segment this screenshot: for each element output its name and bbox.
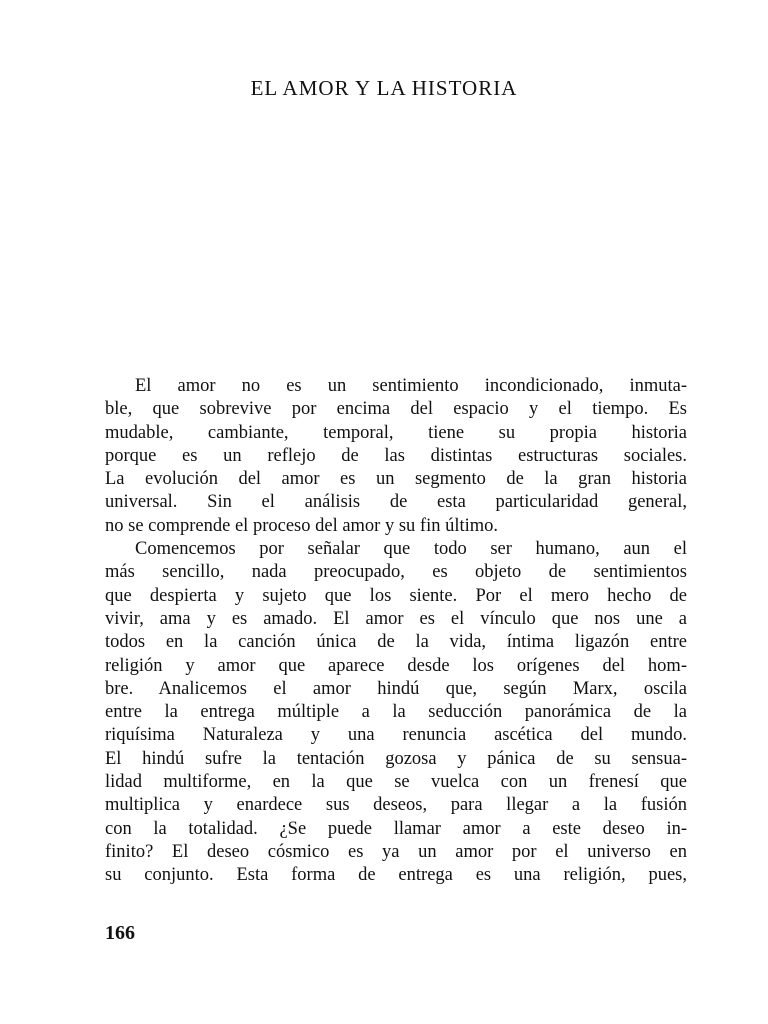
- text-line: mudable, cambiante, temporal, tiene su propia historia: [105, 422, 687, 443]
- text-line: multiplica y enardece sus deseos, para llegar a la fusión: [105, 795, 687, 816]
- text-line: todos en la canción única de la vida, íntima ligazón entre: [105, 632, 687, 653]
- text-line: porque es un reflejo de las distintas estructuras sociales.: [105, 445, 687, 466]
- text-line: vivir, ama y es amado. El amor es el vínculo que nos une a: [105, 608, 687, 629]
- text-line: entre la entrega múltiple a la seducción panorámica de la: [105, 702, 687, 723]
- text-line: Comencemos por señalar que todo ser humano, aun el: [135, 539, 687, 560]
- text-line: ble, que sobrevive por encima del espacio y el tiempo. Es: [105, 399, 687, 420]
- page-number: 166: [105, 922, 135, 944]
- text-line: religión y amor que aparece desde los orígenes del hom-: [105, 655, 687, 676]
- text-line: con la totalidad. ¿Se puede llamar amor a este deseo in-: [105, 818, 687, 839]
- text-line: bre. Analicemos el amor hindú que, según Marx, oscila: [105, 678, 687, 699]
- paragraph-1: [105, 375, 687, 538]
- text-line: lidad multiforme, en la que se vuelca con un frenesí que: [105, 772, 687, 793]
- chapter-title: EL AMOR Y LA HISTORIA: [250, 76, 518, 100]
- text-line: finito? El deseo cósmico es ya un amor por el universo en: [105, 841, 687, 862]
- text-line: riquísima Naturaleza y una renuncia ascética del mundo.: [105, 725, 687, 746]
- body-text: [105, 375, 687, 888]
- text-line: El amor no es un sentimiento incondicionado, inmuta-: [135, 376, 687, 396]
- text-line: universal. Sin el análisis de esta particularidad general,: [105, 492, 687, 513]
- text-line: El hindú sufre la tentación gozosa y pánica de su sensua-: [105, 748, 687, 769]
- text-line: su conjunto. Esta forma de entrega es una religión, pues,: [105, 865, 687, 886]
- paragraph-2: [105, 538, 687, 887]
- text-line: más sencillo, nada preocupado, es objeto de sentimientos: [105, 562, 687, 583]
- text-line: La evolución del amor es un segmento de la gran historia: [105, 469, 687, 490]
- text-line: que despierta y sujeto que los siente. Por el mero hecho de: [105, 585, 687, 606]
- text-line: no se comprende el proceso del amor y su fin último.: [105, 515, 499, 536]
